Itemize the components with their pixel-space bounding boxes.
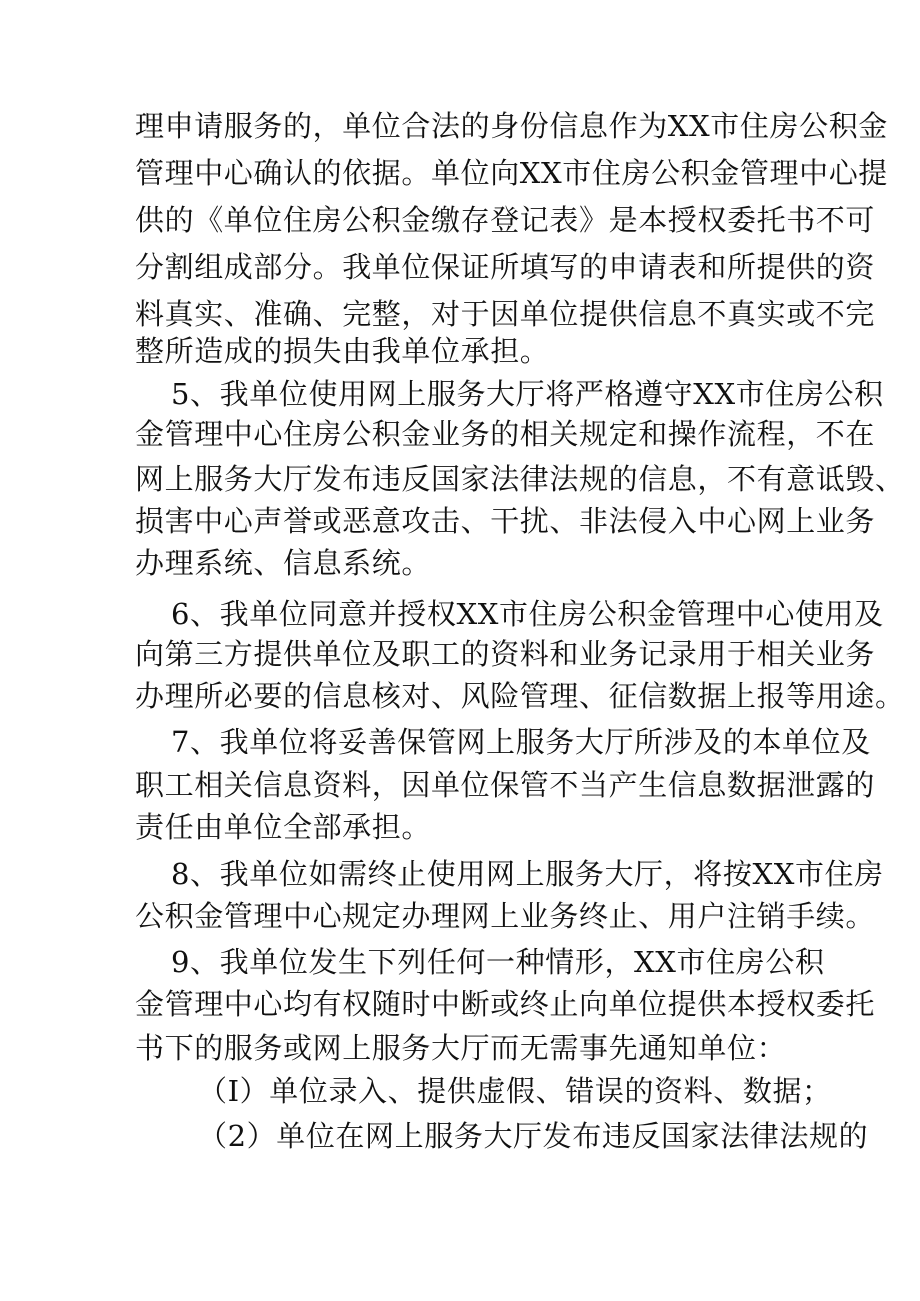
text-line: 办理所必要的信息核对、风险管理、征信数据上报等用途。 — [135, 679, 905, 713]
text-line: 金管理中心均有权随时中断或终止向单位提供本授权委托 — [135, 987, 876, 1021]
paragraph-7-first-line: 7、我单位将妥善保管网上服务大厅所涉及的本单位及 — [171, 725, 871, 759]
text-line: 整所造成的损失由我单位承担。 — [135, 334, 550, 368]
text-line: 供的《单位住房公积金缴存登记表》是本授权委托书不可 — [135, 203, 876, 237]
paragraph-8-first-line: 8、我单位如需终止使用网上服务大厅，将按XX市住房 — [171, 857, 884, 891]
text-line: 网上服务大厅发布违反国家法律法规的信息，不有意诋毁、 — [135, 462, 905, 496]
text-line: 书下的服务或网上服务大厅而无需事先通知单位： — [135, 1031, 787, 1065]
list-item-2: （2）单位在网上服务大厅发布违反国家法律法规的 — [198, 1119, 869, 1153]
text-line: 职工相关信息资料，因单位保管不当产生信息数据泄露的 — [135, 768, 876, 802]
text-line: 向第三方提供单位及职工的资料和业务记录用于相关业务 — [135, 637, 876, 671]
text-line: 公积金管理中心规定办理网上业务终止、用户注销手续。 — [135, 899, 876, 933]
paragraph-9-first-line: 9、我单位发生下列任何一种情形，XX市住房公积 — [171, 945, 825, 979]
text-line: 金管理中心住房公积金业务的相关规定和操作流程，不在 — [135, 417, 876, 451]
text-line: 损害中心声誉或恶意攻击、干扰、非法侵入中心网上业务 — [135, 504, 876, 538]
text-line: 管理中心确认的依据。单位向XX市住房公积金管理中心提 — [135, 156, 888, 190]
text-line: 分割组成部分。我单位保证所填写的申请表和所提供的资 — [135, 250, 876, 284]
text-line: 责任由单位全部承担。 — [135, 810, 432, 844]
paragraph-5-first-line: 5、我单位使用网上服务大厅将严格遵守XX市住房公积 — [171, 377, 884, 411]
text-line: 理申请服务的，单位合法的身份信息作为XX市住房公积金 — [135, 109, 888, 143]
text-line: 料真实、准确、完整，对于因单位提供信息不真实或不完 — [135, 297, 876, 331]
text-line: 办理系统、信息系统。 — [135, 546, 432, 580]
paragraph-6-first-line: 6、我单位同意并授权XX市住房公积金管理中心使用及 — [171, 597, 884, 631]
list-item-1: （I）单位录入、提供虚假、错误的资料、数据； — [198, 1074, 832, 1108]
